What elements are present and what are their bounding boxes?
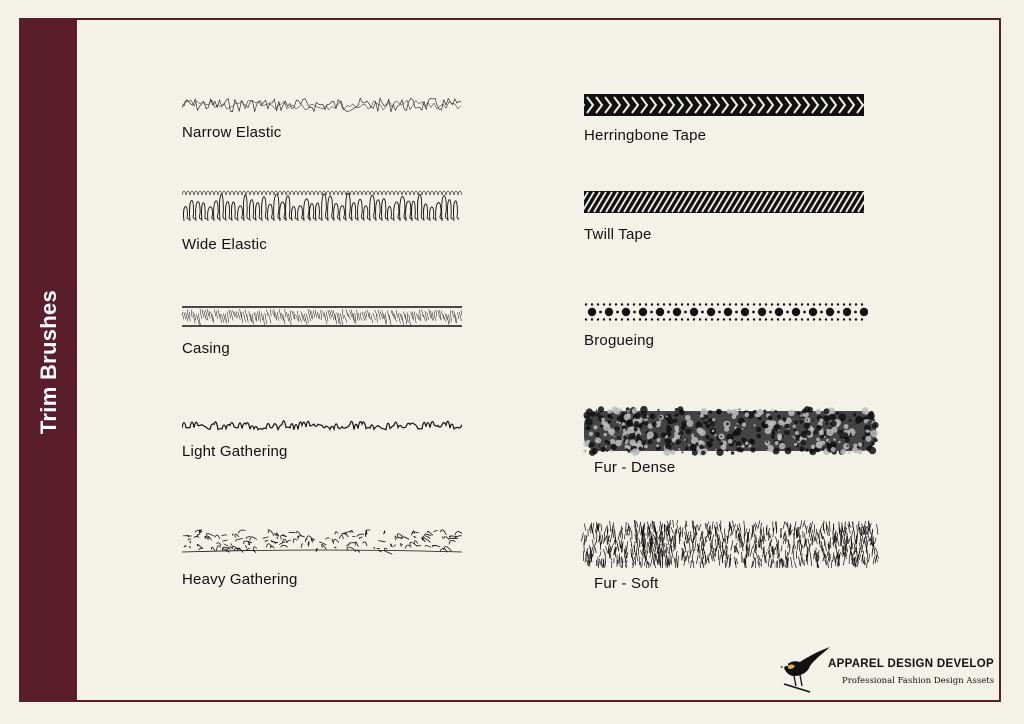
casing-brush	[182, 306, 462, 328]
heavy-gathering-brush	[182, 526, 462, 558]
fur-dense-brush	[580, 405, 880, 457]
bird-icon	[780, 644, 832, 694]
fur-soft-brush	[580, 516, 880, 568]
light-gathering-brush	[182, 410, 462, 436]
narrow-elastic-label: Narrow Elastic	[182, 124, 282, 141]
twill-tape-brush	[584, 191, 864, 213]
twill-tape-label: Twill Tape	[584, 226, 652, 243]
sidebar	[21, 20, 77, 700]
brogueing-label: Brogueing	[584, 332, 655, 349]
heavy-gathering-label: Heavy Gathering	[182, 571, 298, 588]
fur-dense-label: Fur - Dense	[594, 459, 676, 476]
light-gathering-label: Light Gathering	[182, 443, 288, 460]
brand-logo	[780, 644, 995, 694]
herringbone-tape-brush	[584, 94, 864, 116]
narrow-elastic-brush	[182, 95, 462, 115]
page-frame	[19, 18, 1001, 702]
brand-name: APPAREL DESIGN DEVELOP	[828, 658, 994, 670]
wide-elastic-label: Wide Elastic	[182, 236, 267, 253]
brand-tagline: Professional Fashion Design Assets	[842, 676, 995, 686]
casing-label: Casing	[182, 340, 230, 357]
sidebar-title: Trim Brushes	[36, 289, 61, 435]
brogueing-brush	[582, 302, 868, 322]
wide-elastic-brush	[182, 183, 462, 223]
fur-soft-label: Fur - Soft	[594, 575, 659, 592]
herringbone-tape-label: Herringbone Tape	[584, 127, 707, 144]
